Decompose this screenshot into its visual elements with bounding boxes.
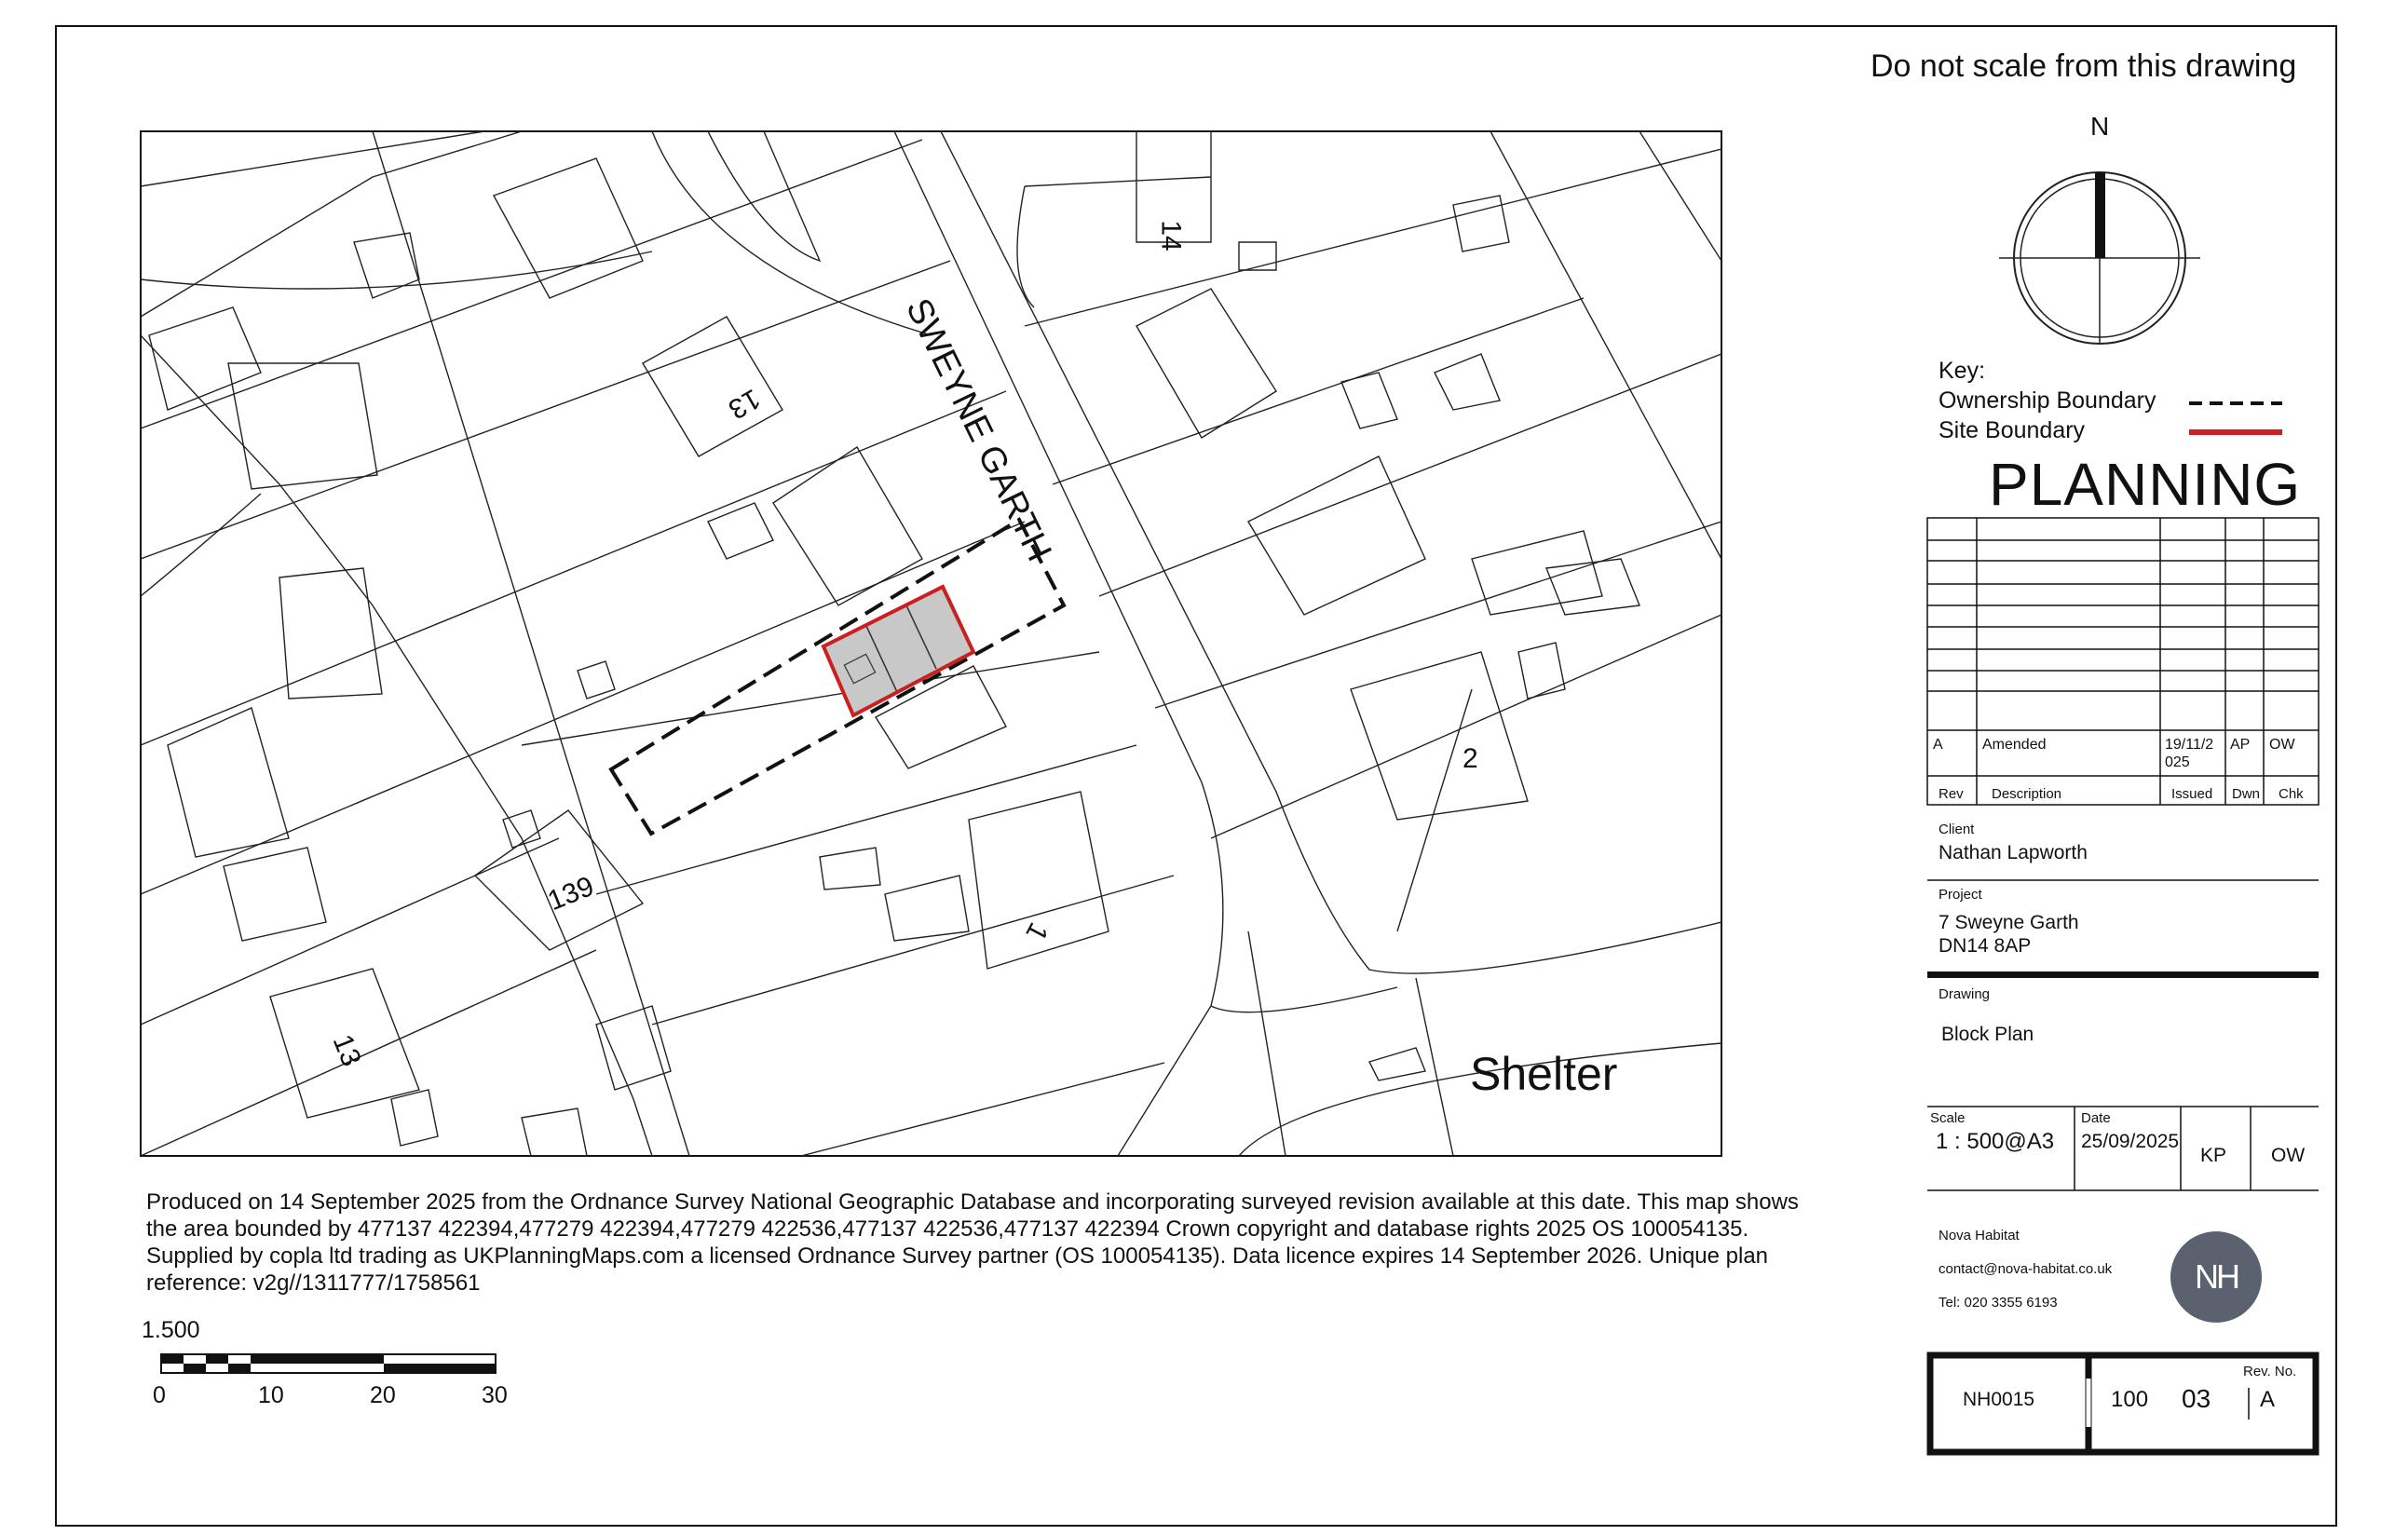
street-label: SWEYNE GARTH	[898, 292, 1059, 567]
scale-tick-30: 30	[482, 1382, 508, 1408]
company-email[interactable]: contact@nova-habitat.co.uk	[1939, 1261, 2113, 1277]
date-label: Date	[2081, 1110, 2111, 1126]
scale-tick-10: 10	[258, 1382, 284, 1408]
project-line1: 7 Sweyne Garth	[1939, 912, 2079, 933]
scale-label: Scale	[1930, 1110, 1966, 1126]
scale-tick-0: 0	[153, 1382, 166, 1408]
rev-issued-cell: 19/11/2	[2165, 737, 2214, 753]
project-label: Project	[1939, 887, 1982, 903]
scale-value: 1 : 500@A3	[1936, 1129, 2055, 1154]
rev-no-label: Rev. No.	[2243, 1364, 2297, 1379]
rev-description-cell: Amended	[1982, 737, 2047, 753]
key-title: Key:	[1939, 358, 1986, 384]
house-139-label: 139	[543, 870, 599, 917]
header-checked: Chk	[2279, 786, 2304, 802]
house-13-lower-label: 13	[326, 1030, 367, 1071]
header-drawn: Dwn	[2232, 786, 2261, 802]
header-issued: Issued	[2171, 786, 2213, 802]
drawing-value: Block Plan	[1941, 1024, 2034, 1045]
company-tel: Tel: 020 3355 6193	[1939, 1295, 2058, 1311]
rev-cell: A	[1933, 737, 1943, 753]
north-label: N	[2090, 112, 2110, 141]
scale-tick-20: 20	[370, 1382, 396, 1408]
company-name: Nova Habitat	[1939, 1228, 2020, 1243]
drawing-code: NH0015	[1963, 1389, 2035, 1410]
rev-drawn-cell: AP	[2230, 737, 2251, 753]
house-2-label: 2	[1462, 743, 1478, 774]
header-description: Description	[1992, 786, 2062, 802]
map-credits: Produced on 14 September 2025 from the Ordnance Survey National Geographic Database and incorporating surveyed revision available at this date. This map shows the area bounded by 477137 422394,477279 422394,477279 422536,477137 422536,477137 422394 Crown copyright and database rights 2025 OS 100054135. Supplied by copla ltd trading as UKPlanningMaps.com a licensed Ordnance Survey partner (OS 100054135). Data licence expires 14 September 2026. Unique plan reference: v2g//1311777/1758561	[146, 1189, 1799, 1296]
date-value: 25/09/2025	[2081, 1131, 2180, 1152]
client-label: Client	[1939, 822, 1975, 837]
drawn-by-value: KP	[2200, 1145, 2227, 1166]
company-logo: NH	[2170, 1231, 2262, 1323]
status-title: PLANNING	[1989, 451, 2302, 518]
scale-bar	[161, 1354, 496, 1373]
rev-no-value: A	[2260, 1387, 2276, 1412]
do-not-scale-notice: Do not scale from this drawing	[1871, 48, 2297, 84]
drawing-sheet-number: 03	[2182, 1384, 2211, 1413]
revision-table	[1927, 518, 2319, 805]
site-map	[141, 131, 1721, 1156]
client-value: Nathan Lapworth	[1939, 842, 2088, 863]
house-1-label: 1	[1019, 917, 1054, 946]
key-site-label: Site Boundary	[1939, 417, 2086, 443]
shelter-label: Shelter	[1470, 1048, 1618, 1100]
house-13-upper-label: 13	[723, 382, 766, 426]
drawing-label: Drawing	[1939, 986, 1991, 1002]
checked-by-value: OW	[2271, 1145, 2306, 1166]
drawing-number: 100	[2111, 1387, 2149, 1412]
key-ownership-label: Ownership Boundary	[1939, 387, 2156, 414]
header-rev: Rev	[1939, 786, 1964, 802]
project-line2: DN14 8AP	[1939, 935, 2032, 957]
scale-ratio: 1.500	[142, 1317, 200, 1343]
north-arrow	[1999, 172, 2200, 345]
house-14-label: 14	[1155, 220, 1187, 251]
rev-checked-cell: OW	[2269, 737, 2295, 753]
rev-issued-cell-2: 025	[2165, 754, 2190, 770]
